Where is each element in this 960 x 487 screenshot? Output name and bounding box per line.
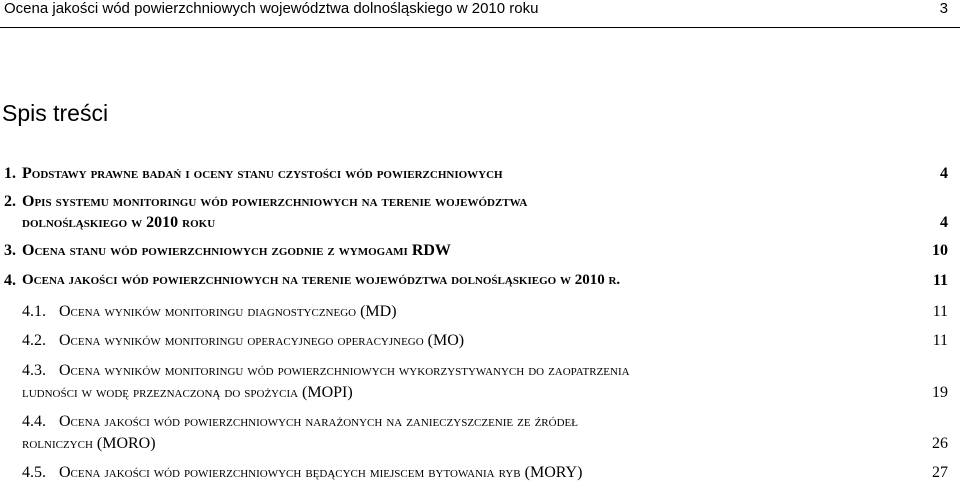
toc-entry-number: 1. [4, 165, 16, 182]
toc-entry-page: 11 [932, 332, 948, 349]
toc-entry-page: 26 [932, 435, 948, 452]
toc-entry-title: Ocena jakości wód powierzchniowych narażonych na zanieczyszczenie ze źródeł [59, 413, 578, 430]
toc-entry-title-continued: ludności w wodę przeznaczoną do spożycia (MOPI) [22, 384, 353, 401]
toc-entry-page: 11 [932, 272, 948, 289]
toc-entry-number: 4.5. [22, 464, 46, 481]
toc-entry-page: 19 [932, 384, 948, 401]
toc-entry-page: 27 [932, 464, 948, 481]
toc-entry-number: 4.1. [22, 303, 46, 320]
toc-entry-title: Ocena wyników monitoringu wód powierzchniowych wykorzystywanych do zaopatrzenia [59, 362, 630, 379]
toc-entry-title: Podstawy prawne badań i oceny stanu czystości wód powierzchniowych [22, 165, 503, 182]
document-title: Ocena jakości wód powierzchniowych województwa dolnośląskiego w 2010 roku [4, 0, 539, 17]
toc-entry-title-continued: rolniczych (MORO) [22, 435, 156, 452]
toc-entry-page: 11 [932, 303, 948, 320]
toc-entry-title: Ocena jakości wód powierzchniowych na terenie województwa dolnośląskiego w 2010 r. [22, 272, 621, 288]
toc-entry-page: 4 [940, 214, 948, 231]
toc-entry-title: Opis systemu monitoringu wód powierzchniowych na terenie województwa [22, 193, 528, 210]
toc-entry-number: 4.3. [22, 362, 46, 379]
toc-entry-number: 2. [4, 193, 16, 210]
toc-heading: Spis treści [2, 100, 109, 126]
page-header [0, 0, 960, 28]
toc-entry-title: Ocena jakości wód powierzchniowych będących miejscem bytowania ryb (MORY) [59, 464, 583, 481]
page-number: 3 [939, 0, 948, 17]
toc-entry-page: 10 [932, 242, 948, 259]
toc-entry-number: 4. [4, 272, 16, 289]
toc-entry-number: 4.4. [22, 413, 46, 430]
toc-entry-title: Ocena stanu wód powierzchniowych zgodnie z wymogami RDW [22, 242, 451, 259]
toc-entry-title-continued: dolnośląskiego w 2010 roku [22, 214, 216, 231]
toc-entry-page: 4 [940, 165, 948, 182]
toc-entry-number: 3. [4, 242, 16, 259]
toc-entry-number: 4.2. [22, 332, 46, 349]
toc-entry-title: Ocena wyników monitoringu diagnostycznego (MD) [59, 303, 397, 320]
toc-entry-title: Ocena wyników monitoringu operacyjnego operacyjnego (MO) [59, 332, 465, 349]
